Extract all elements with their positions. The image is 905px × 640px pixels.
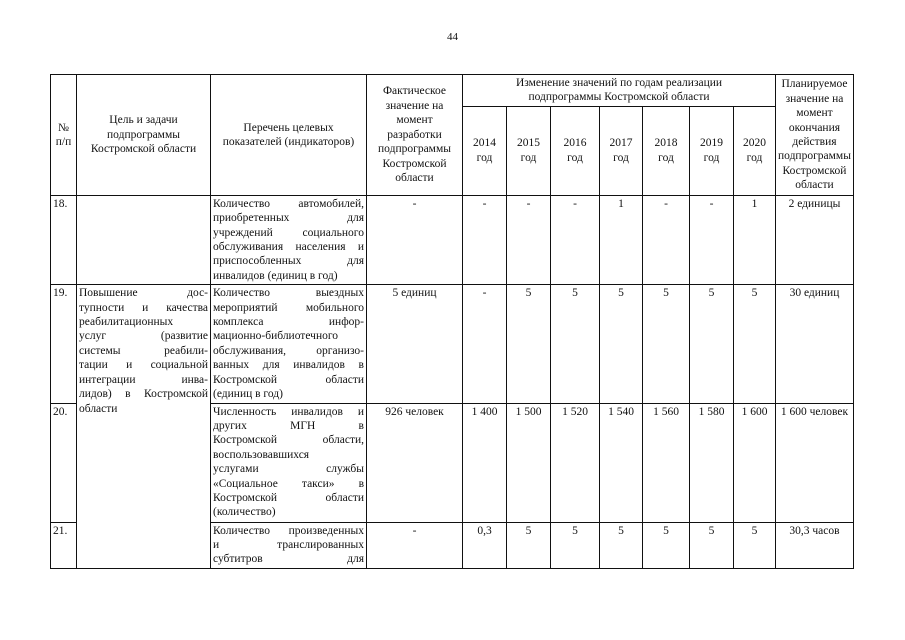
year-value: 5: [690, 522, 734, 568]
planned-value: 30,3 часов: [776, 522, 854, 568]
actual-value: -: [367, 522, 463, 568]
planned-value: 2 единицы: [776, 195, 854, 284]
indicator-cell: Количество автомобилей, приобретенных для учреждений социального обслуживания населения и приспособленных для инвалидов (единиц в год): [211, 195, 367, 284]
header-year-2018: 2018 год: [643, 106, 690, 195]
planned-value: 30 единиц: [776, 285, 854, 403]
year-value: 5: [507, 285, 551, 403]
goal-cell-empty: [77, 195, 211, 284]
year-value: -: [463, 195, 507, 284]
goal-cell: Повышение дос- тупности и качества реабилитационных услуг (развитие системы реабили- тации и социальной интеграции инва- лидов) в Костромской области: [77, 285, 211, 568]
indicator-cell: Количество выездных мероприятий мобильного комплекса инфор- мационно-библиотечного обслуживания, организо- ванных для инвалидов в Костромской области (единиц в год): [211, 285, 367, 403]
year-value: 5: [690, 285, 734, 403]
year-value: 5: [643, 522, 690, 568]
year-value: 5: [734, 285, 776, 403]
actual-value: -: [367, 195, 463, 284]
year-value: -: [551, 195, 600, 284]
year-value: 5: [551, 285, 600, 403]
year-value: 5: [643, 285, 690, 403]
header-year-2015: 2015 год: [507, 106, 551, 195]
header-year-2017: 2017 год: [600, 106, 643, 195]
page-number: 44: [447, 31, 458, 43]
header-indicators: Перечень целевых показателей (индикаторов): [211, 75, 367, 196]
header-actual: Фактическое значение на момент разработки подпрограммы Костромской области: [367, 75, 463, 196]
year-value: 1 580: [690, 403, 734, 522]
header-year-2014: 2014 год: [463, 106, 507, 195]
header-changes: Изменение значений по годам реализации подпрограммы Костромской области: [463, 75, 776, 107]
year-value: 1: [734, 195, 776, 284]
header-year-2016: 2016 год: [551, 106, 600, 195]
header-num: № п/п: [51, 75, 77, 196]
year-value: 1 400: [463, 403, 507, 522]
actual-value: 5 единиц: [367, 285, 463, 403]
table-row: [51, 195, 854, 284]
indicators-table: [50, 74, 854, 569]
year-value: 5: [551, 522, 600, 568]
year-value: 5: [600, 285, 643, 403]
indicator-cell: Численность инвалидов и других МГН в Костромской области, воспользовавшихся услугами службы «Социальное такси» в Костромской области (количество): [211, 403, 367, 522]
actual-value: 926 человек: [367, 403, 463, 522]
header-year-2019: 2019 год: [690, 106, 734, 195]
header-goal: Цель и задачи подпрограммы Костромской области: [77, 75, 211, 196]
year-value: 1 600: [734, 403, 776, 522]
year-value: -: [463, 285, 507, 403]
table-row: [51, 285, 854, 403]
header-year-2020: 2020 год: [734, 106, 776, 195]
row-number: 19.: [51, 285, 77, 403]
header-planned: Планируемое значение на момент окончания действия подпрограммы Костромской области: [776, 75, 854, 196]
year-value: 1 560: [643, 403, 690, 522]
year-value: -: [507, 195, 551, 284]
year-value: 1 500: [507, 403, 551, 522]
year-value: 0,3: [463, 522, 507, 568]
year-value: 5: [600, 522, 643, 568]
indicator-cell: Количество произведенных и транслированных субтитров для: [211, 522, 367, 568]
year-value: -: [643, 195, 690, 284]
year-value: -: [690, 195, 734, 284]
year-value: 5: [734, 522, 776, 568]
year-value: 1 520: [551, 403, 600, 522]
year-value: 1: [600, 195, 643, 284]
planned-value: 1 600 человек: [776, 403, 854, 522]
year-value: 5: [507, 522, 551, 568]
row-number: 18.: [51, 195, 77, 284]
row-number: 21.: [51, 522, 77, 568]
row-number: 20.: [51, 403, 77, 522]
year-value: 1 540: [600, 403, 643, 522]
